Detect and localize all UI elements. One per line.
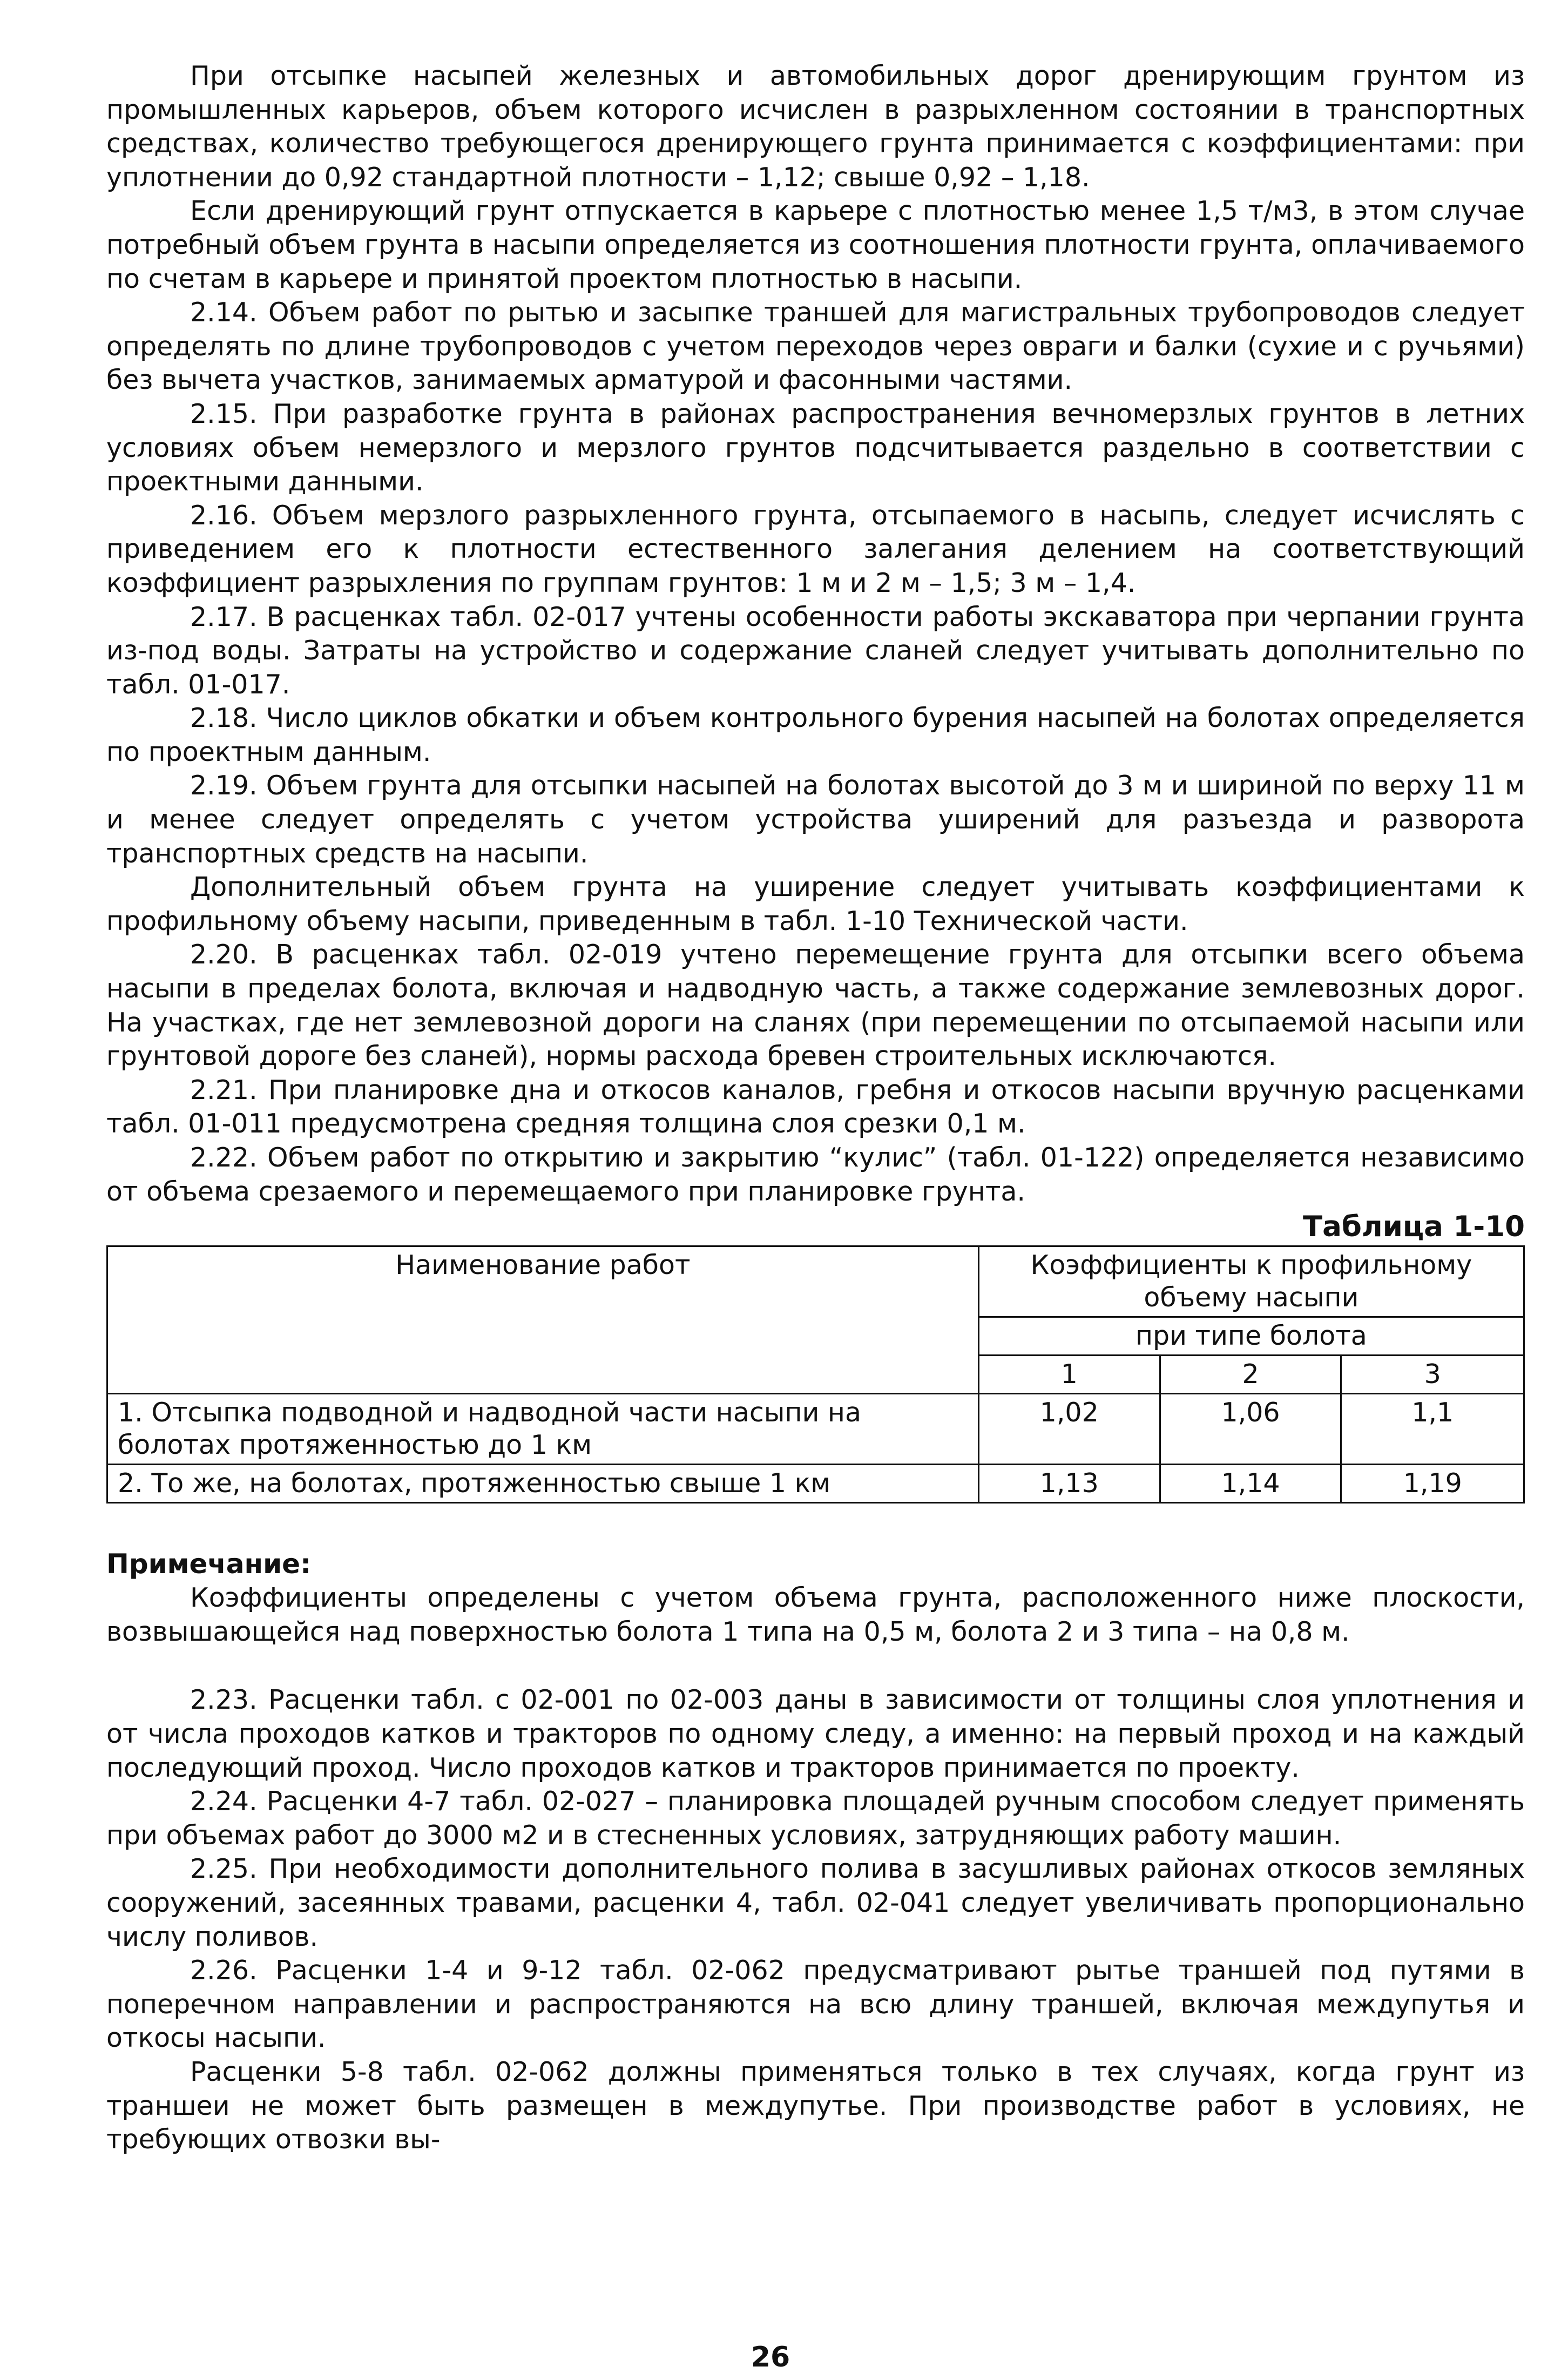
paragraph: 2.25. При необходимости дополнительного полива в засушливых районах откосов земляных сооружений, засеянных травами, расценки 4, табл. 02-041 следует увеличивать пропорционально числу поливов. — [106, 1853, 1525, 1952]
type-number-cell: 2 — [1160, 1356, 1341, 1394]
table-row — [107, 1465, 1524, 1503]
paragraph: При отсыпке насыпей железных и автомобильных дорог дренирующим грунтом из промышленных карьеров, объем которого исчислен в разрыхленном состоянии в транспортных средствах, количество требующегося дренирующего грунта принимается с коэффициентами: при уплотнении до 0,92 стандартной плотности – 1,12; свыше 0,92 – 1,18. — [106, 60, 1525, 193]
paragraph: 2.18. Число циклов обкатки и объем контрольного бурения насыпей на болотах определяется по проектным данным. — [106, 703, 1525, 767]
coef-cell: 1,19 — [1341, 1465, 1524, 1503]
text-block-bottom — [106, 1683, 1525, 2156]
paragraph: 2.23. Расценки табл. с 02-001 по 02-003 даны в зависимости от толщины слоя уплотнения и от числа проходов катков и тракторов по одному следу, а именно: на первый проход и на каждый последующий проход. Число проходов катков и тракторов принимается по проекту. — [106, 1684, 1525, 1783]
coef-cell: 1,14 — [1160, 1465, 1341, 1503]
paragraph: 2.22. Объем работ по открытию и закрытию “кулис” (табл. 01-122) определяется независимо от объема срезаемого и перемещаемого при планировке грунта. — [106, 1142, 1525, 1207]
text-block-top — [106, 59, 1525, 1209]
coef-cell: 1,02 — [978, 1394, 1160, 1465]
type-number-cell: 3 — [1341, 1356, 1524, 1394]
paragraph: 2.20. В расценках табл. 02-019 учтено перемещение грунта для отсыпки всего объема насыпи в пределах болота, включая и надводную часть, а также содержание землевозных дорог. На участках, где нет землевозной дороги на сланях (при перемещении по отсыпаемой насыпи или грунтовой дороге без сланей), нормы расхода бревен строительных исключаются. — [106, 939, 1525, 1072]
note-text: Коэффициенты определены с учетом объема грунта, расположенного ниже плоскости, возвышающейся над поверхностью болота 1 типа на 0,5 м, болота 2 и 3 типа – на 0,8 м. — [106, 1582, 1525, 1647]
paragraph: 2.19. Объем грунта для отсыпки насыпей на болотах высотой до 3 м и шириной по верху 11 м и менее следует определять с учетом устройства уширений для разъезда и разворота транспортных средств на насыпи. — [106, 770, 1525, 869]
spacer — [106, 1649, 1525, 1683]
coef-cell: 1,13 — [978, 1465, 1160, 1503]
paragraph: 2.17. В расценках табл. 02-017 учтены особенности работы экскаватора при черпании грунта из-под воды. Затраты на устройство и содержание сланей следует учитывать дополнительно по табл. 01-017. — [106, 601, 1525, 700]
paragraph: 2.14. Объем работ по рытью и засыпке траншей для магистральных трубопроводов следует определять по длине трубопроводов с учетом переходов через овраги и балки (сухие и с ручьями) без вычета участков, занимаемых арматурой и фасонными частями. — [106, 297, 1525, 396]
header-type-cell: при типе болота — [978, 1317, 1524, 1356]
work-name-cell: 2. То же, на болотах, протяженностью свыше 1 км — [107, 1465, 979, 1503]
table-header-row — [107, 1246, 1524, 1317]
paragraph: 2.16. Объем мерзлого разрыхленного грунта, отсыпаемого в насыпь, следует исчислять с приведением его к плотности естественного залегания делением на соответствующий коэффициент разрыхления по группам грунтов: 1 м и 2 м – 1,5; 3 м – 1,4. — [106, 500, 1525, 598]
paragraph: Дополнительный объем грунта на уширение следует учитывать коэффициентами к профильному объему насыпи, приведенным в табл. 1-10 Технической части. — [106, 872, 1525, 936]
type-number-cell: 1 — [978, 1356, 1160, 1394]
paragraph: 2.26. Расценки 1-4 и 9-12 табл. 02-062 предусматривают рытье траншей под путями в поперечном направлении и распространяются на всю длину траншей, включая междупутья и откосы насыпи. — [106, 1955, 1525, 2054]
paragraph: Расценки 5-8 табл. 02-062 должны применяться только в тех случаях, когда грунт из траншеи не может быть размещен в междупутье. При производстве работ в условиях, не требующих отвозки вы- — [106, 2056, 1525, 2155]
paragraph: Если дренирующий грунт отпускается в карьере с плотностью менее 1,5 т/м3, в этом случае потребный объем грунта в насыпи определяется из соотношения плотности грунта, оплачиваемого по счетам в карьере и принятой проектом плотностью в насыпи. — [106, 195, 1525, 294]
table-row — [107, 1394, 1524, 1465]
header-coef-cell: Коэффициенты к профильному объему насыпи — [978, 1246, 1524, 1317]
note-title: Примечание: — [106, 1548, 312, 1580]
coefficients-table — [106, 1245, 1525, 1503]
page-number: 26 — [751, 2341, 790, 2374]
paragraph: 2.15. При разработке грунта в районах распространения вечномерзлых грунтов в летних условиях объем немерзлого и мерзлого грунтов подсчитывается раздельно в соответствии с проектными данными. — [106, 398, 1525, 497]
header-name-cell: Наименование работ — [107, 1246, 979, 1394]
paragraph: 2.24. Расценки 4-7 табл. 02-027 – планировка площадей ручным способом следует применять при объемах работ до 3000 м2 и в стесненных условиях, затрудняющих работу машин. — [106, 1786, 1525, 1851]
coef-cell: 1,1 — [1341, 1394, 1524, 1465]
table-caption: Таблица 1-10 — [1302, 1210, 1525, 1244]
paragraph: 2.21. При планировке дна и откосов каналов, гребня и откосов насыпи вручную расценками табл. 01-011 предусмотрена средняя толщина слоя срезки 0,1 м. — [106, 1074, 1525, 1140]
work-name-cell: 1. Отсыпка подводной и надводной части насыпи на болотах протяженностью до 1 км — [107, 1394, 979, 1465]
coef-cell: 1,06 — [1160, 1394, 1341, 1465]
